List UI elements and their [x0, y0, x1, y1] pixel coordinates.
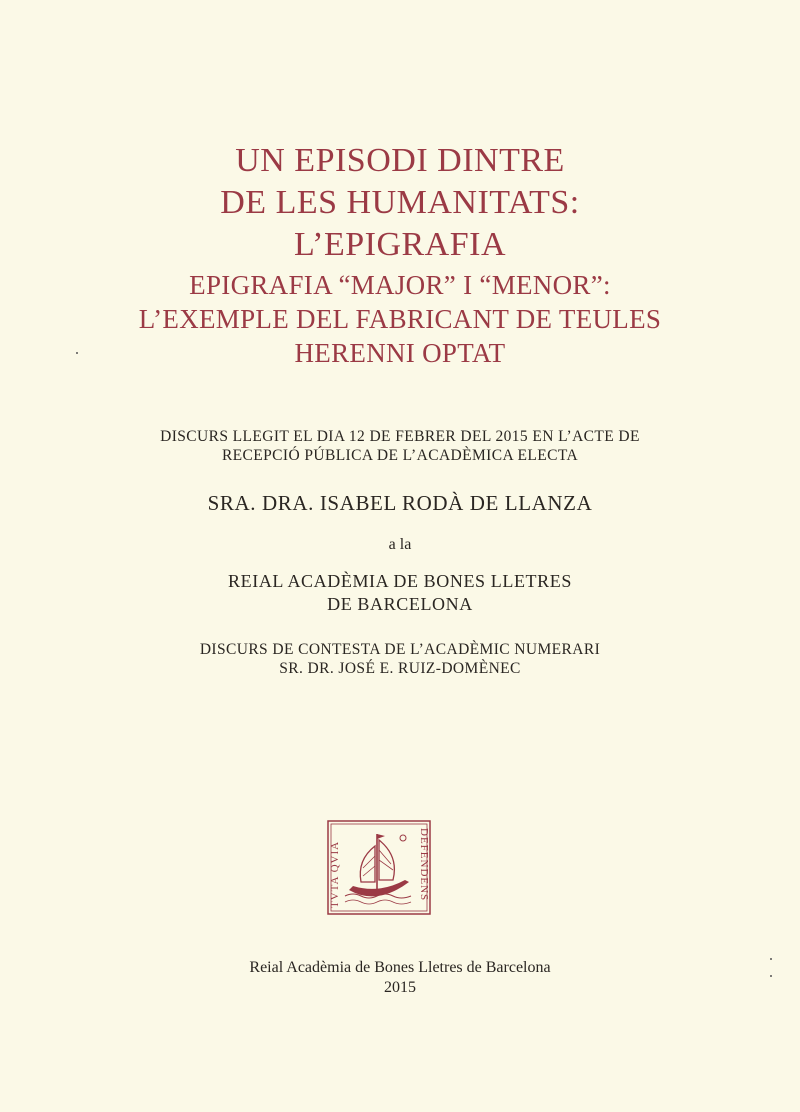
- svg-text:TVTA QVIA: TVTA QVIA: [329, 840, 341, 908]
- academy-name: [0, 570, 800, 616]
- paper-speck: [770, 958, 772, 960]
- publication-year: 2015: [384, 979, 416, 996]
- subtitle-line: HERENNI OPTAT: [294, 338, 506, 368]
- publisher-name: Reial Acadèmia de Bones Lletres de Barcelona: [249, 959, 551, 976]
- discurs-line: DISCURS LLEGIT EL DIA 12 DE FEBRER DEL 2015 EN L’ACTE DE: [160, 428, 640, 445]
- contesta-line: SR. DR. JOSÉ E. RUIZ-DOMÈNEC: [279, 660, 521, 677]
- ship-emblem-icon: [327, 820, 431, 915]
- main-title-line: UN EPISODI DINTRE: [235, 142, 565, 179]
- paper-speck: [76, 352, 78, 354]
- subtitle-line: L’EXEMPLE DEL FABRICANT DE TEULES: [138, 304, 662, 334]
- academy-line: REIAL ACADÈMIA DE BONES LLETRES: [228, 571, 572, 591]
- discurs-note: [0, 427, 800, 465]
- svg-text:DEFENDENS: DEFENDENS: [418, 828, 430, 902]
- academy-line: DE BARCELONA: [327, 594, 473, 614]
- discurs-line: RECEPCIÓ PÚBLICA DE L’ACADÈMICA ELECTA: [221, 447, 579, 464]
- author-name: SRA. DRA. ISABEL RODÀ DE LLANZA: [207, 491, 593, 515]
- paper-speck: [770, 975, 772, 977]
- contesta-line: DISCURS DE CONTESTA DE L’ACADÈMIC NUMERARI: [199, 641, 601, 658]
- main-title-line: L’EPIGRAFIA: [293, 226, 507, 263]
- subtitle: [0, 268, 800, 370]
- main-title: [0, 140, 800, 266]
- contesta-note: [0, 640, 800, 678]
- subtitle-line: EPIGRAFIA “MAJOR” I “MENOR”:: [189, 270, 611, 300]
- a-la-text: a la: [388, 536, 412, 553]
- main-title-line: DE LES HUMANITATS:: [220, 184, 580, 221]
- footer: [0, 958, 800, 998]
